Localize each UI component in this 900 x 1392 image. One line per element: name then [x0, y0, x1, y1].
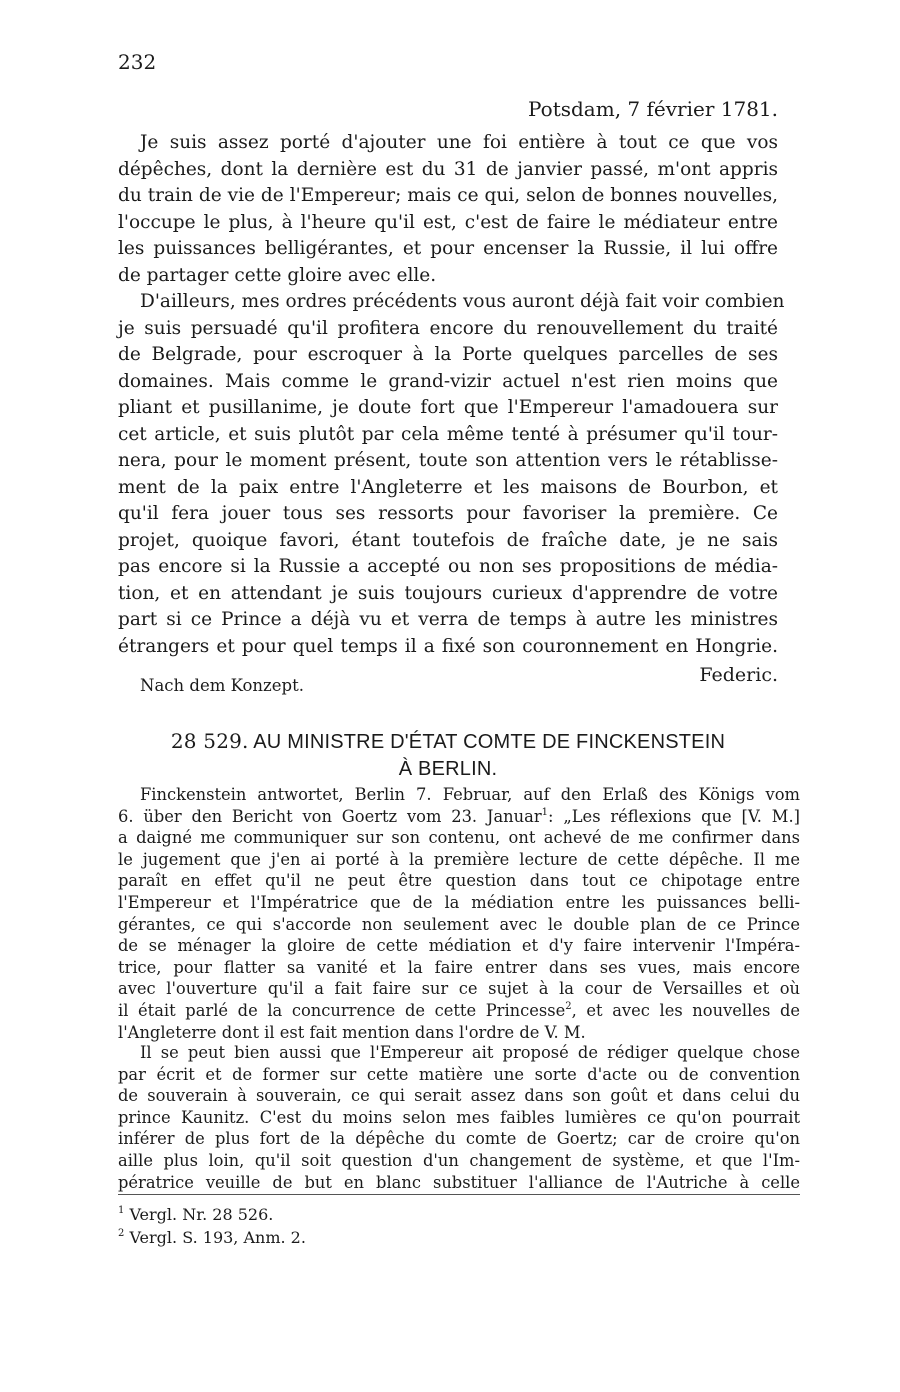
- text-line: par écrit et de former sur cette matière une sorte d'acte ou de convention: [118, 1064, 800, 1084]
- footnote-ref-2: 2: [565, 1000, 572, 1012]
- text-line: de partager cette gloire avec elle.: [118, 264, 437, 286]
- text-line: l'occupe le plus, à l'heure qu'il est, c'est de faire le médiateur entre: [118, 211, 778, 233]
- text-line: D'ailleurs, mes ordres précédents vous auront déjà fait voir combien: [140, 291, 785, 312]
- commentary-paragraph-2: [118, 1042, 800, 1193]
- page-number: 232: [118, 50, 157, 74]
- text-line: domaines. Mais comme le grand-vizir actuel n'est rien moins que: [118, 370, 778, 392]
- text-line: du train de vie de l'Empereur; mais ce qui, selon de bonnes nouvelles,: [118, 185, 778, 206]
- text-line: Je suis assez porté d'ajouter une foi entière à tout ce que vos: [140, 132, 778, 153]
- text-line: pas encore si la Russie a accepté ou non ses propositions de média-: [118, 556, 778, 577]
- text-line: tion, et en attendant je suis toujours curieux d'apprendre de votre: [118, 582, 778, 604]
- document-heading: [118, 728, 778, 783]
- text-line: pératrice veuille de but en blanc substituer l'alliance de l'Autriche à celle: [118, 1172, 800, 1192]
- heading-title: AU MINISTRE D'ÉTAT COMTE DE FINCKENSTEIN: [253, 731, 726, 753]
- text-line: trice, pour flatter sa vanité et la faire entrer dans ses vues, mais encore: [118, 957, 800, 977]
- text-line: le jugement que j'en ai porté à la première lecture de cette dépêche. Il me: [118, 849, 800, 869]
- text-line: avec l'ouverture qu'il a fait faire sur ce sujet à la cour de Versailles et où: [118, 979, 800, 999]
- commentary-paragraph-1: [118, 784, 800, 1043]
- text-line: ment de la paix entre l'Angleterre et les maisons de Bourbon, et: [118, 476, 778, 498]
- text-line: part si ce Prince a déjà vu et verra de temps à autre les ministres: [118, 609, 778, 630]
- text-line: nera, pour le moment présent, toute son attention vers le rétablisse-: [118, 450, 778, 471]
- text-line: de souverain à souverain, ce qui serait assez dans son goût et dans celui du: [118, 1086, 800, 1106]
- footnote-ref-1: 1: [541, 806, 548, 818]
- text-line: de se ménager la gloire de cette médiation et d'y faire intervenir l'Impéra-: [118, 936, 800, 956]
- letter-paragraph-2: [118, 289, 785, 660]
- text-line: projet, quoique favori, étant toutefois de fraîche date, je ne sais: [118, 529, 778, 551]
- text-line: aille plus loin, qu'il soit question d'un changement de système, et que l'Im-: [118, 1150, 800, 1170]
- footnote-text: Vergl. Nr. 28 526.: [129, 1205, 274, 1224]
- text-line: il était parlé de la concurrence de cette Princesse$^2$, et avec les nouvelles de: [118, 1000, 800, 1020]
- text-line: a daigné me communiquer sur son contenu, ont achevé de me confirmer dans: [118, 828, 800, 848]
- source-note: Nach dem Konzept.: [140, 676, 304, 695]
- document-number: 28 529.: [170, 729, 249, 753]
- footnote-mark: 1: [118, 1205, 125, 1216]
- footnote-mark: 2: [118, 1228, 125, 1239]
- dateline: Potsdam, 7 février 1781.: [528, 97, 778, 121]
- heading-line-1: [118, 728, 778, 756]
- text-line: 6. über den Bericht von Goertz vom 23. Januar$^1$: „Les réflexions que [V. M.]: [118, 806, 800, 826]
- text-line: l'Angleterre dont il est fait mention dans l'ordre de V. M.: [118, 1022, 586, 1042]
- text-line: étrangers et pour quel temps il a fixé son couronnement en Hongrie.: [118, 635, 778, 657]
- text-line: l'Empereur et l'Impératrice que de la médiation entre les puissances belli-: [118, 892, 800, 912]
- footnote-2: [118, 1228, 306, 1247]
- footnote-1: [118, 1205, 273, 1224]
- signature: Federic.: [699, 664, 778, 686]
- footnote-divider: [118, 1194, 800, 1195]
- text-line: dépêches, dont la dernière est du 31 de janvier passé, m'ont appris: [118, 158, 778, 180]
- text-line: les puissances belligérantes, et pour encenser la Russie, il lui offre: [118, 238, 778, 259]
- letter-paragraph-1: [118, 130, 778, 289]
- text-line: prince Kaunitz. C'est du moins selon mes faibles lumières ce qu'on pourrait: [118, 1107, 800, 1127]
- text-line: pliant et pusillanime, je doute fort que l'Empereur l'amadouera sur: [118, 397, 778, 418]
- text-line: Il se peut bien aussi que l'Empereur ait proposé de rédiger quelque chose: [140, 1043, 800, 1062]
- text-line: Finckenstein antwortet, Berlin 7. Februar, auf den Erlaß des Königs vom: [140, 785, 800, 804]
- text-line: je suis persuadé qu'il profitera encore du renouvellement du traité: [118, 317, 778, 339]
- text-line: cet article, et suis plutôt par cela même tenté à présumer qu'il tour-: [118, 423, 778, 445]
- text-line: paraît en effet qu'il ne peut être question dans tout ce chipotage entre: [118, 871, 800, 891]
- footnote-text: Vergl. S. 193, Anm. 2.: [129, 1228, 306, 1247]
- text-line: inférer de plus fort de la dépêche du comte de Goertz; car de croire qu'on: [118, 1129, 800, 1149]
- text-line: qu'il fera jouer tous ses ressorts pour favoriser la première. Ce: [118, 503, 778, 524]
- text-line: de Belgrade, pour escroquer à la Porte quelques parcelles de ses: [118, 344, 778, 365]
- text-line: gérantes, ce qui s'accorde non seulement avec le double plan de ce Prince: [118, 914, 800, 934]
- heading-line-2: À BERLIN.: [398, 758, 498, 780]
